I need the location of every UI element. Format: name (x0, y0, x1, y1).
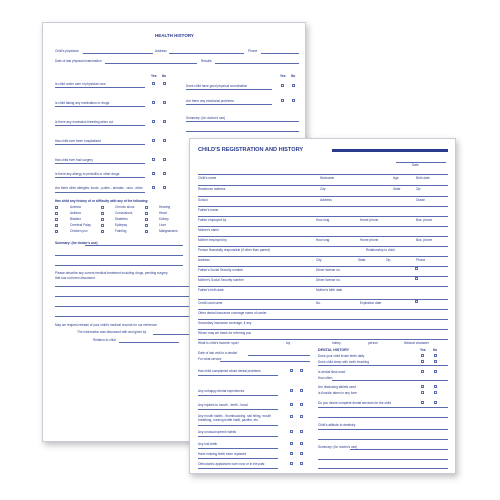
field-label: Mother's birth date (316, 288, 343, 292)
no-checkbox[interactable] (434, 360, 437, 363)
no-checkbox[interactable] (434, 354, 437, 357)
condition-label: Chicken pox (70, 229, 88, 233)
dental-question: Have missing teeth been replaced (198, 452, 247, 456)
question: Has child ever been hospitalized (55, 139, 101, 143)
field-label: Father's Social Security number (198, 268, 244, 272)
field-label: Other dental insurance coverage name of carrier (198, 311, 267, 315)
answer-line[interactable] (55, 125, 145, 126)
summary-line[interactable] (55, 265, 183, 266)
no-checkbox[interactable] (300, 389, 303, 392)
condition-checkbox[interactable] (55, 212, 58, 215)
dental-question: Date of last visit to a dentist (198, 351, 237, 355)
field-label: Relationship to child (366, 248, 395, 252)
no-label-right: No (291, 74, 296, 78)
answer-line[interactable] (55, 87, 145, 88)
condition-checkbox[interactable] (145, 218, 148, 221)
field-label: toy (286, 341, 291, 345)
field-line[interactable] (198, 196, 448, 197)
no-checkbox[interactable] (434, 391, 437, 394)
checkbox[interactable] (415, 267, 418, 270)
answer-line[interactable] (186, 104, 272, 105)
answer-line[interactable] (318, 429, 448, 430)
answer-line[interactable] (318, 468, 448, 469)
yes-checkbox[interactable] (152, 172, 155, 175)
field-label: Address (198, 258, 210, 262)
field-label: Secondary insurance coverage, if any (198, 321, 252, 325)
no-checkbox[interactable] (300, 369, 303, 372)
field-label: person (368, 341, 378, 345)
answer-line[interactable] (55, 192, 145, 193)
no-checkbox[interactable] (163, 139, 166, 142)
condition-label: Heart (159, 211, 167, 215)
field-label: Zip (416, 187, 421, 191)
condition-label: Fainting (115, 229, 127, 233)
field-label: fictional character (404, 341, 429, 345)
yes-checkbox[interactable] (152, 101, 155, 104)
yes-checkbox[interactable] (281, 84, 284, 87)
condition-label: Kidney (159, 217, 169, 221)
health-history-title: HEALTH HISTORY (155, 33, 194, 38)
field-line[interactable] (198, 185, 448, 186)
field-label: Bus. phone (416, 218, 433, 222)
yes-checkbox[interactable] (290, 430, 293, 433)
no-checkbox[interactable] (300, 415, 303, 418)
yes-checkbox[interactable] (421, 370, 424, 373)
question: Is there any allergy to penicillin or other drugs (55, 172, 120, 176)
field-label: City (316, 258, 322, 262)
date-label: Date (412, 163, 419, 167)
field-label: State (393, 187, 401, 191)
dental-question: Summary: (for doctor's use) (318, 445, 358, 449)
field-label: How long (316, 238, 330, 242)
results-label: Results (201, 59, 212, 63)
no-checkbox[interactable] (300, 430, 303, 433)
field-label: Father's birth date (198, 288, 224, 292)
describe-text: Please describe any current medical treatment including drugs, pending surgery (55, 271, 168, 275)
yes-checkbox[interactable] (152, 158, 155, 161)
yes-checkbox[interactable] (421, 354, 424, 357)
no-checkbox[interactable] (434, 370, 437, 373)
condition-label: Malignancies (159, 229, 178, 233)
address-line[interactable] (169, 53, 244, 54)
answer-line[interactable] (318, 459, 448, 460)
condition-checkbox[interactable] (145, 224, 148, 227)
no-checkbox[interactable] (292, 84, 295, 87)
yes-checkbox[interactable] (152, 139, 155, 142)
dental-question: Is fluoride taken in any form (318, 391, 358, 395)
field-line[interactable] (198, 299, 448, 300)
field-label: Child's name (198, 176, 217, 180)
summary-label: Summary: (for doctor's use) (55, 241, 98, 245)
describe-line[interactable] (55, 316, 195, 317)
describe-text-2: that has not been discussed. (55, 276, 96, 280)
condition-checkbox[interactable] (55, 224, 58, 227)
no-checkbox[interactable] (163, 158, 166, 161)
field-label: Mother's Social Security number (198, 278, 244, 282)
field-line[interactable] (198, 246, 448, 247)
field-label: Birth date (416, 176, 430, 180)
answer-line[interactable] (198, 468, 278, 469)
question: Is child under care of physician now (55, 82, 106, 86)
no-checkbox[interactable] (163, 172, 166, 175)
answer-line[interactable] (55, 177, 145, 178)
field-label: Father's name (198, 208, 219, 212)
answer-line[interactable] (350, 449, 448, 450)
field-line[interactable] (198, 266, 448, 267)
field-label: Address (320, 198, 332, 202)
field-label: Driver license no. (316, 268, 341, 272)
yes-checkbox[interactable] (290, 452, 293, 455)
yes-label-left: Yes (151, 74, 157, 78)
last-exam-line[interactable] (105, 63, 197, 64)
condition-checkbox[interactable] (145, 230, 148, 233)
no-label-left: No (162, 74, 167, 78)
answer-line[interactable] (55, 163, 145, 164)
address-label: Address (155, 49, 167, 53)
condition-checkbox[interactable] (145, 206, 148, 209)
field-line[interactable] (198, 339, 448, 340)
conditions-heading: Has child any history of or difficulty with any of the following: (55, 199, 149, 203)
condition-checkbox[interactable] (101, 206, 104, 209)
field-label: Bus. phone (416, 238, 433, 242)
condition-label: Diabetes (115, 217, 128, 221)
field-line[interactable] (198, 309, 448, 310)
no-checkbox[interactable] (163, 82, 166, 85)
yes-checkbox[interactable] (290, 389, 293, 392)
describe-line[interactable] (55, 296, 195, 297)
no-checkbox[interactable] (292, 99, 295, 102)
field-label: How long (316, 218, 330, 222)
field-label: Mother employed by (198, 238, 227, 242)
dental-history-title: DENTAL HISTORY (318, 348, 350, 352)
answer-line[interactable] (198, 375, 278, 376)
answer-line[interactable] (198, 409, 278, 410)
condition-label: Bladder (70, 217, 81, 221)
no-label: No (433, 348, 438, 352)
field-label: Expiration date (360, 301, 382, 305)
field-label: Credit card name (198, 301, 223, 305)
field-label: Mother's name (198, 228, 219, 232)
condition-checkbox[interactable] (55, 230, 58, 233)
condition-checkbox[interactable] (101, 230, 104, 233)
question: Does child have good physical coordination (186, 84, 248, 88)
no-checkbox[interactable] (434, 385, 437, 388)
date-line[interactable] (396, 162, 446, 163)
phone-line[interactable] (261, 53, 299, 54)
field-line[interactable] (198, 256, 448, 257)
field-label: School (198, 198, 208, 202)
answer-line[interactable] (332, 380, 448, 381)
answer-line[interactable] (198, 448, 278, 449)
checkbox[interactable] (415, 277, 418, 280)
dental-question: For what service (198, 357, 222, 361)
dental-question: Does child sleep with tooth brushing (318, 360, 370, 364)
discussed-line[interactable] (153, 334, 193, 335)
no-checkbox[interactable] (300, 452, 303, 455)
no-checkbox[interactable] (163, 186, 166, 189)
dental-question: Any unusual speech habits (198, 430, 237, 434)
condition-checkbox[interactable] (101, 218, 104, 221)
yes-checkbox[interactable] (290, 462, 293, 465)
answer-line[interactable] (318, 417, 448, 418)
condition-checkbox[interactable] (145, 212, 148, 215)
yes-checkbox[interactable] (290, 403, 293, 406)
dental-question: Any unhappy dental experiences (198, 389, 245, 393)
title-bar (332, 149, 448, 152)
dental-question: Any injuries to mouth - teeth - head (198, 403, 248, 407)
field-line[interactable] (198, 226, 448, 227)
answer-line[interactable] (318, 439, 448, 440)
question: Are there any emotional problems (186, 99, 234, 103)
yes-checkbox[interactable] (152, 120, 155, 123)
relation-text: Relation to child (93, 338, 116, 342)
condition-label: Epilepsy (115, 223, 128, 227)
field-label: Phone (416, 258, 426, 262)
field-label: State (358, 258, 366, 262)
condition-label: Convulsions (115, 211, 133, 215)
field-line[interactable] (198, 286, 448, 287)
field-label: Whom may we thank for referring you (198, 331, 252, 335)
dental-question: Does your child brush teeth daily (318, 354, 365, 358)
field-line[interactable] (198, 319, 448, 320)
field-label: Home phone (360, 238, 379, 242)
physician-line[interactable] (83, 53, 153, 54)
no-checkbox[interactable] (300, 462, 303, 465)
no-checkbox[interactable] (300, 403, 303, 406)
yes-checkbox[interactable] (421, 360, 424, 363)
answer-line[interactable] (198, 425, 278, 426)
answer-line[interactable] (248, 355, 310, 356)
yes-checkbox[interactable] (290, 415, 293, 418)
answer-line[interactable] (318, 365, 448, 366)
field-label: Home phone (360, 218, 379, 222)
summary-line[interactable] (186, 131, 299, 132)
dental-question: Is dental floss used (318, 370, 346, 374)
results-line[interactable] (215, 63, 299, 64)
question: Has child ever had surgery (55, 158, 93, 162)
answer-line[interactable] (55, 106, 145, 107)
discussed-text: The information was discussed with and given by (77, 330, 147, 334)
describe-line[interactable] (55, 286, 195, 287)
condition-checkbox[interactable] (101, 212, 104, 215)
dental-question: Any lost teeth (198, 442, 218, 446)
field-label: Age (393, 176, 399, 180)
condition-label: Asthma (70, 211, 81, 215)
registration-title: CHILD'S REGISTRATION AND HISTORY (198, 147, 304, 153)
answer-line[interactable] (198, 395, 278, 396)
dental-question: Do you desire complete dental services for the child (318, 401, 391, 405)
condition-checkbox[interactable] (101, 224, 104, 227)
field-label: City (320, 187, 326, 191)
dental-question: How often (318, 376, 333, 380)
no-checkbox[interactable] (163, 101, 166, 104)
no-checkbox[interactable] (434, 401, 437, 404)
phone-label: Phone (248, 49, 258, 53)
condition-checkbox[interactable] (55, 218, 58, 221)
no-checkbox[interactable] (163, 120, 166, 123)
condition-label: Cerebral Palsy (70, 223, 91, 227)
field-line[interactable] (198, 236, 448, 237)
condition-label: Hearing (159, 205, 171, 209)
field-label: No. (316, 301, 321, 305)
field-label: What is child's favorite: sport (198, 341, 239, 345)
yes-label: Yes (420, 348, 426, 352)
field-label: Person financially responsible (if other than parent) (198, 248, 270, 252)
yes-checkbox[interactable] (152, 186, 155, 189)
yes-checkbox[interactable] (290, 442, 293, 445)
physician-label: Child's physician (55, 49, 79, 53)
field-label: hobby (332, 341, 341, 345)
yes-label-right: Yes (280, 74, 286, 78)
release-text: May we request release of your child's medical records for our reference (55, 323, 157, 327)
field-line[interactable] (198, 216, 448, 217)
summary-line[interactable] (55, 255, 183, 256)
answer-line[interactable] (220, 361, 310, 362)
field-line[interactable] (198, 329, 448, 330)
registration-page (189, 138, 456, 474)
checkbox[interactable] (415, 300, 418, 303)
yes-checkbox[interactable] (290, 369, 293, 372)
answer-line[interactable] (198, 458, 278, 459)
field-label: Residence address (198, 187, 226, 191)
dental-question: Orthodontic appliances worn now or in the past (198, 462, 265, 466)
dental-question: Are disclosing tablets used (318, 385, 356, 389)
yes-checkbox[interactable] (281, 99, 284, 102)
answer-line[interactable] (55, 144, 145, 145)
yes-checkbox[interactable] (152, 82, 155, 85)
field-line[interactable] (198, 206, 448, 207)
condition-label: Chronic sinus (115, 205, 135, 209)
field-label: Nickname (320, 176, 335, 180)
question: Is child taking any medication or drugs (55, 101, 110, 105)
field-label: Driver license no. (316, 278, 341, 282)
question: Are there other allergies: foods - pollen - animals - dust - other (55, 186, 143, 190)
question: Is there any excessive bleeding when cut (55, 120, 114, 124)
condition-label: Liver (159, 223, 166, 227)
field-label: Father employed by (198, 218, 227, 222)
dental-question: Child's attitude to dentistry (318, 423, 356, 427)
relation-line[interactable] (119, 342, 179, 343)
condition-checkbox[interactable] (55, 206, 58, 209)
answer-line[interactable] (186, 89, 272, 90)
field-label: Zip (386, 258, 391, 262)
summary-right-label: Summary: (for doctor's use) (186, 116, 226, 120)
answer-line[interactable] (318, 407, 448, 408)
summary-line[interactable] (186, 121, 299, 122)
field-line[interactable] (198, 174, 448, 175)
dental-question: Any mouth habits - thumbsucking, nail biting, mouth breathing, nursing bottle habit, pacifier, etc. (198, 414, 271, 422)
dental-question: Has child complained about dental problems (198, 369, 261, 373)
last-exam-label: Date of last physical examination (55, 59, 102, 63)
field-label: Grade (416, 198, 425, 202)
field-line[interactable] (198, 276, 448, 277)
no-checkbox[interactable] (300, 442, 303, 445)
yes-checkbox[interactable] (421, 401, 424, 404)
yes-checkbox[interactable] (421, 391, 424, 394)
answer-line[interactable] (198, 436, 278, 437)
condition-label: Anemia (70, 205, 81, 209)
describe-line[interactable] (55, 306, 195, 307)
summary-line[interactable] (85, 245, 183, 246)
yes-checkbox[interactable] (421, 385, 424, 388)
